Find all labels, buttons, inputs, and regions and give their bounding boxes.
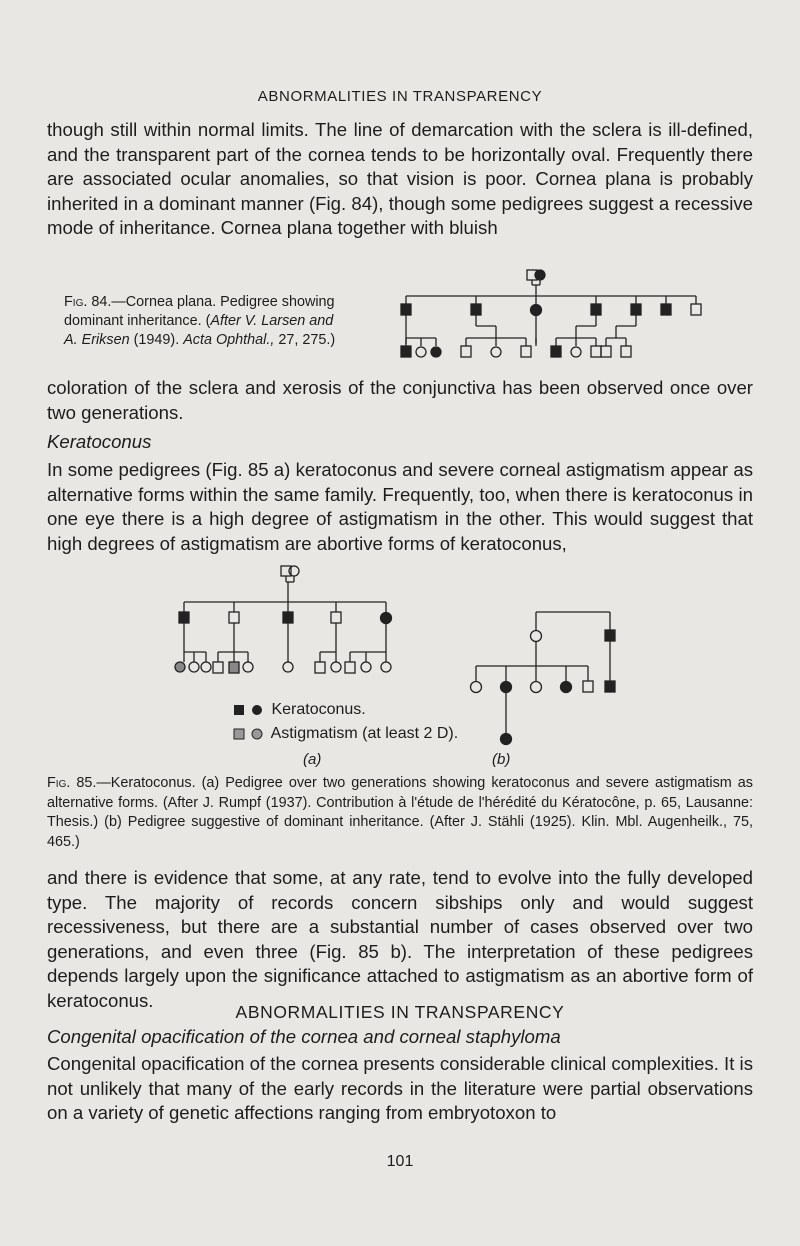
- pedigree-female-unaffected: [331, 662, 341, 672]
- pedigree-female-affected: [501, 682, 512, 693]
- pedigree-male-unaffected: [461, 346, 471, 357]
- pedigree-female-affected: [561, 682, 572, 693]
- running-head: ABNORMALITIES IN TRANSPARENCY: [257, 88, 543, 105]
- pedigree-male-unaffected: [521, 346, 531, 357]
- pedigree-male-affected: [591, 304, 601, 315]
- fig84-pages: 275.): [298, 332, 336, 348]
- subsection-heading: Congenital opacification of the cornea and corneal staphyloma: [47, 1026, 561, 1047]
- legend-astigmatism-icon: [233, 727, 267, 741]
- pedigree-female-unaffected: [531, 682, 542, 693]
- pedigree-male-unaffected: [621, 346, 631, 357]
- pedigree-female-affected: [535, 270, 545, 280]
- pedigree-male-unaffected: [213, 662, 223, 673]
- fig84-text: —Cornea plana. Pedigree showing dominant inheritance. (: [64, 294, 335, 329]
- legend-keratoconus-label: Keratoconus.: [271, 701, 366, 718]
- pedigree-female-affected: [381, 613, 392, 624]
- pedigree-male-unaffected: [601, 346, 611, 357]
- pedigree-male-affected: [661, 304, 671, 315]
- pedigree-male-affected: [605, 630, 615, 641]
- pedigree-female-unaffected: [471, 682, 482, 693]
- pedigree-female-affected: [501, 734, 512, 745]
- pedigree-male-affected: [471, 304, 481, 315]
- pedigree-male-unaffected: [591, 346, 601, 357]
- pedigree-male-affected: [605, 681, 615, 692]
- pedigree-male-affected: [179, 612, 189, 623]
- pedigree-male-unaffected: [315, 662, 325, 673]
- section-heading: ABNORMALITIES IN TRANSPARENCY: [235, 1002, 565, 1022]
- pedigree-female-unaffected: [571, 347, 581, 357]
- paragraph-3: In some pedigrees (Fig. 85 a) keratoconus and severe corneal astigmatism appear as alternative forms within the same family. Frequently, too, when there is keratoconus in one eye there is a high degree of astigmatism in the other. This would suggest that high degrees of astigmatism are abortive forms of keratoconus,: [47, 459, 753, 554]
- fig84-volume: 27,: [274, 332, 299, 348]
- fig84-label: Fig. 84.: [64, 294, 112, 310]
- paragraph-2: coloration of the sclera and xerosis of the conjunctiva has been observed once over two generations.: [47, 377, 753, 423]
- figure-85b-label: (b): [492, 751, 511, 768]
- pedigree-female-astigmatism: [175, 662, 185, 672]
- pedigree-male-unaffected: [691, 304, 701, 315]
- legend-affected-icon: [233, 703, 267, 717]
- pedigree-male-affected: [401, 304, 411, 315]
- pedigree-male-unaffected: [583, 681, 593, 692]
- pedigree-female-unaffected: [189, 662, 199, 672]
- pedigree-female-affected: [531, 305, 542, 316]
- figure-85b-pedigree: [462, 608, 622, 748]
- legend-astigmatism-label: Astigmatism (at least 2 D).: [270, 725, 459, 742]
- keratoconus-heading: Keratoconus: [47, 431, 152, 452]
- legend-keratoconus: [233, 701, 366, 719]
- figure-85a-label: (a): [303, 751, 322, 768]
- legend-astigmatism: [233, 725, 458, 743]
- pedigree-female-unaffected: [361, 662, 371, 672]
- pedigree-female-unaffected: [201, 662, 211, 672]
- fig84-year: (1949).: [129, 332, 184, 348]
- pedigree-female-unaffected: [381, 662, 391, 672]
- pedigree-female-unaffected: [531, 631, 542, 642]
- fig84-journal: Acta Ophthal.,: [183, 332, 275, 348]
- pedigree-male-unaffected: [331, 612, 341, 623]
- paragraph-4: and there is evidence that some, at any rate, tend to evolve into the fully developed type. The majority of records concern sibships only and would suggest recessiveness, but there are a substantial number of cases observed over two generations, and even three (Fig. 85 b). The interpretation of these pedigrees depends largely upon the significance attached to astigmatism as an abortive form of keratoconus.: [47, 867, 753, 1011]
- pedigree-male-affected: [283, 612, 293, 623]
- page-number: 101: [386, 1153, 414, 1170]
- pedigree-female-affected: [431, 347, 441, 357]
- paragraph-5: Congenital opacification of the cornea presents considerable clinical complexities. It is not unlikely that many of the early records in the literature were partial observations on a variety of genetic affections ranging from embryotoxon to: [47, 1053, 753, 1124]
- pedigree-male-unaffected: [345, 662, 355, 673]
- figure-85-caption: [47, 774, 753, 852]
- fig84-after: After V. Larsen and A. Eriksen: [64, 313, 334, 348]
- pedigree-male-unaffected: [229, 612, 239, 623]
- fig85-text: —Keratoconus. (a) Pedigree over two generations showing keratoconus and severe astigmatism as alternative forms. (After J. Rumpf (1937). Contribution à l'étude de l'hérédité du Kératocône, p. 65, Lausanne: Thesis.) (b) Pedigree suggestive of dominant inheritance. (After J. Stähli (1925). Klin. Mbl. Augenheilk., 75, 465.): [47, 775, 753, 850]
- pedigree-male-astigmatism: [229, 662, 239, 673]
- pedigree-female-unaffected: [243, 662, 253, 672]
- pedigree-male-affected: [631, 304, 641, 315]
- pedigree-female-unaffected: [416, 347, 426, 357]
- figure-85a-pedigree: [170, 562, 460, 682]
- pedigree-male-affected: [401, 346, 411, 357]
- fig85-label: Fig. 85.: [47, 775, 97, 791]
- pedigree-female-unaffected: [491, 347, 501, 357]
- figure-84-caption: [64, 293, 350, 350]
- pedigree-female-unaffected: [283, 662, 293, 672]
- pedigree-male-affected: [551, 346, 561, 357]
- figure-84-pedigree: [390, 266, 720, 370]
- paragraph-1: though still within normal limits. The line of demarcation with the sclera is ill-defined, and the transparent part of the cornea tends to be horizontally oval. Frequently there are associated ocular anomalies, so that vision is poor. Cornea plana is probably inherited in a dominant manner (Fig. 84), though some pedigrees suggest a recessive mode of inheritance. Cornea plana together with bluish: [47, 119, 753, 239]
